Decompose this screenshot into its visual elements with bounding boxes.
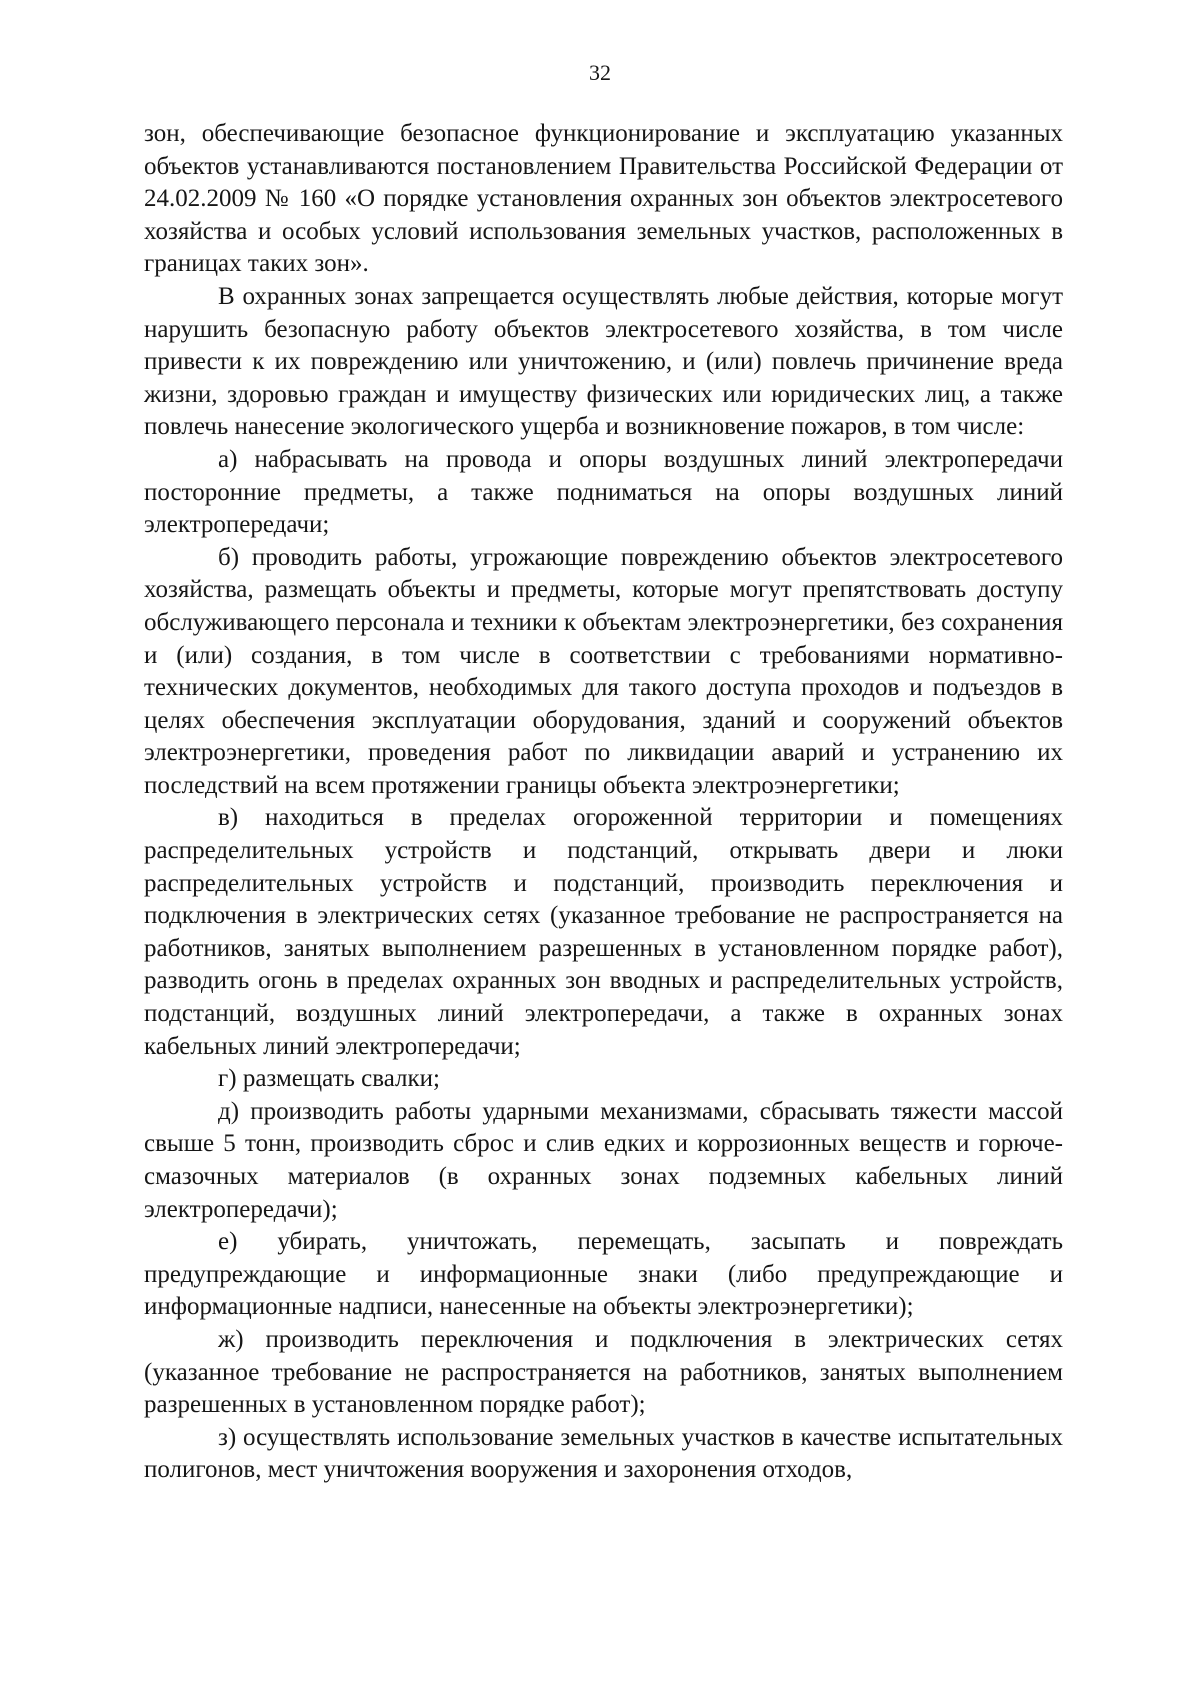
- page-number: 32: [589, 60, 611, 85]
- list-item-v: в) находиться в пределах огороженной территории и помещениях распределительных устройств и подстанций, открывать двери и люки распределительных устройств и подстанций, производить переключения и подключения в электрических сетях (указанное требование не распространяется на работников, занятых выполнением разрешенных в установленном порядке работ), разводить огонь в пределах охранных зон вводных и распределительных устройств, подстанций, воздушных линий электропередачи, а также в охранных зонах кабельных линий электропередачи;: [144, 804, 1063, 1060]
- list-item-a: а) набрасывать на провода и опоры воздушных линий электропередачи посторонние предметы, а также подниматься на опоры воздушных линий электропередачи;: [144, 445, 1063, 539]
- paragraph-prohibitions-intro: В охранных зонах запрещается осуществлять любые действия, которые могут нарушить безопасную работу объектов электросетевого хозяйства, в том числе привести к их повреждению или уничтожению, и (или) повлечь причинение вреда жизни, здоровью граждан и имуществу физических или юридических лиц, а также повлечь нанесение экологического ущерба и возникновение пожаров, в том числе:: [144, 282, 1063, 441]
- list-item-g: г) размещать свалки;: [218, 1065, 440, 1093]
- document-body: [144, 118, 1063, 1487]
- paragraph-continuation: зон, обеспечивающие безопасное функционирование и эксплуатацию указанных объектов устанавливаются постановлением Правительства Российской Федерации от 24.02.2009 № 160 «О порядке установления охранных зон объектов электросетевого хозяйства и особых условий использования земельных участков, расположенных в границах таких зон».: [144, 120, 1063, 278]
- list-item-z: з) осуществлять использование земельных участков в качестве испытательных полигонов, мест уничтожения вооружения и захоронения отходов,: [144, 1423, 1063, 1484]
- list-item-zh: ж) производить переключения и подключения в электрических сетях (указанное требование не распространяется на работников, занятых выполнением разрешенных в установленном порядке работ);: [144, 1325, 1063, 1419]
- list-item-b: б) проводить работы, угрожающие повреждению объектов электросетевого хозяйства, размещать объекты и предметы, которые могут препятствовать доступу обслуживающего персонала и техники к объектам электроэнергетики, без сохранения и (или) создания, в том числе в соответствии с требованиями нормативно-технических документов, необходимых для такого доступа проходов и подъездов в целях обеспечения эксплуатации оборудования, зданий и сооружений объектов электроэнергетики, проведения работ по ликвидации аварий и устранению их последствий на всем протяжении границы объекта электроэнергетики;: [144, 543, 1063, 799]
- list-item-d: д) производить работы ударными механизмами, сбрасывать тяжести массой свыше 5 тонн, производить сброс и слив едких и коррозионных веществ и горюче-смазочных материалов (в охранных зонах подземных кабельных линий электропередачи);: [144, 1097, 1063, 1223]
- list-item-e: е) убирать, уничтожать, перемещать, засыпать и повреждать предупреждающие и информационные знаки (либо предупреждающие и информационные надписи, нанесенные на объекты электроэнергетики);: [144, 1228, 1063, 1321]
